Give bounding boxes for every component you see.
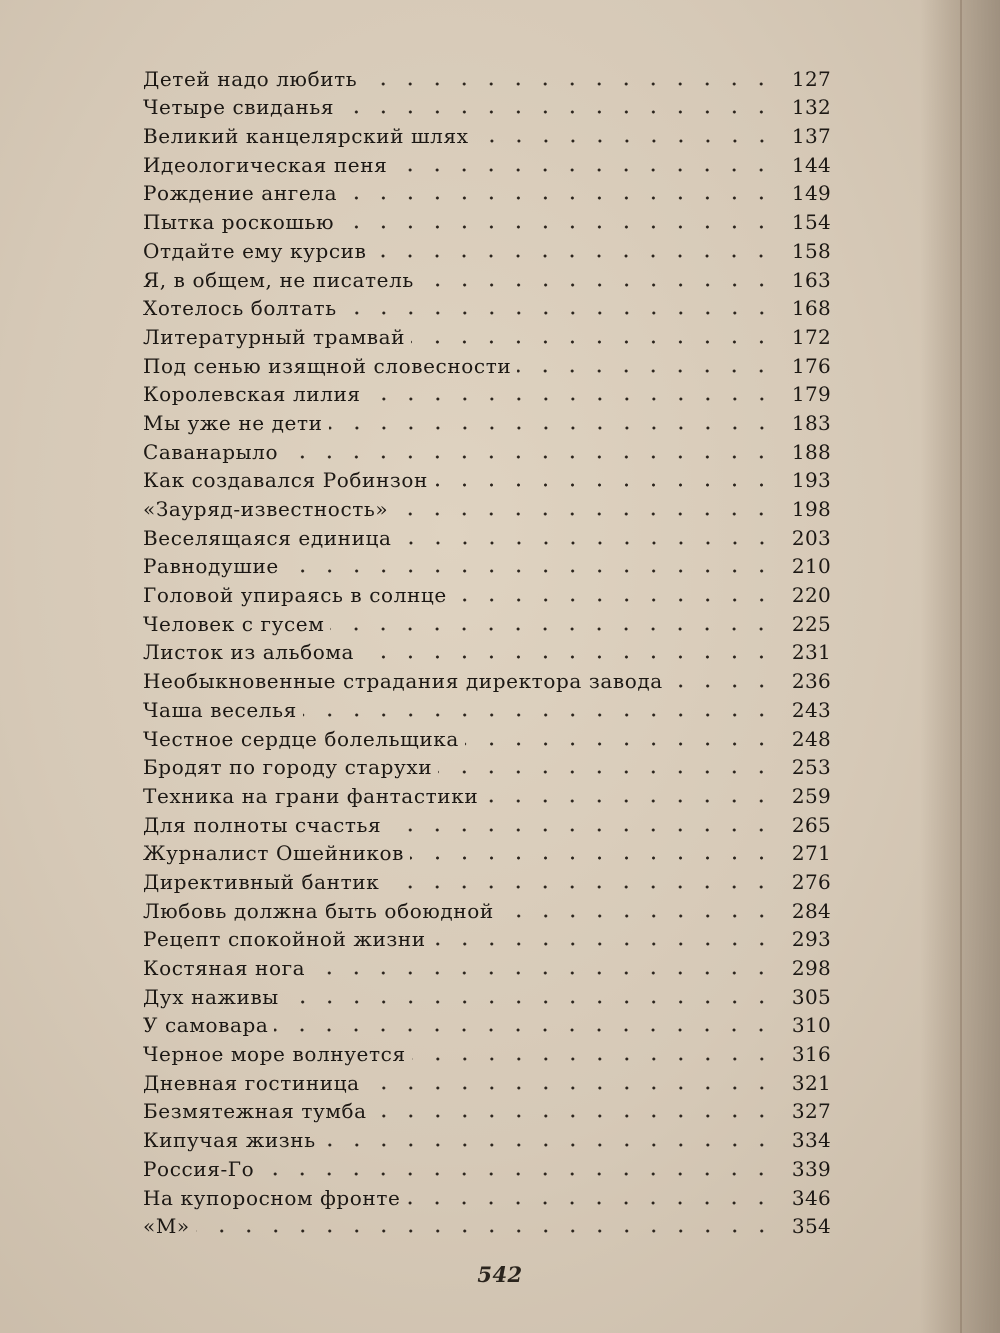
toc-entry-title: Техника на грани фантастики (143, 783, 479, 808)
dot-leader (475, 138, 775, 144)
toc-entry-title: Чаша веселья (143, 697, 297, 722)
toc-entry (143, 91, 831, 120)
toc-entry-title: Я, в общем, не писатель (143, 267, 414, 292)
dot-leader (367, 396, 775, 402)
dot-leader (363, 81, 775, 87)
toc-entry (143, 578, 831, 607)
dot-leader (343, 310, 775, 316)
toc-entry (143, 119, 831, 148)
dot-leader (406, 1200, 775, 1206)
dot-leader (196, 1228, 775, 1234)
toc-entry-page: 149 (791, 181, 831, 206)
toc-entry-title: Веселящаяся единица (143, 525, 392, 550)
toc-entry-page: 220 (791, 583, 831, 608)
dot-leader (366, 1085, 775, 1091)
toc-entry-title: Директивный бантик (143, 869, 380, 894)
toc-entry (143, 62, 831, 91)
toc-entry-page: 298 (791, 956, 831, 980)
toc-entry-title: Для полноты счастья (143, 812, 382, 837)
toc-entry-title: Рождение ангела (143, 181, 338, 206)
toc-entry-title: Детей надо любить (143, 66, 358, 91)
toc-entry-title: Листок из альбома (143, 640, 355, 665)
toc-entry-page: 248 (791, 726, 831, 751)
dot-leader (260, 1171, 775, 1177)
dot-leader (393, 167, 775, 173)
dot-leader (412, 1056, 775, 1062)
toc-entry-page: 259 (791, 783, 831, 808)
dot-leader (394, 511, 775, 517)
toc-entry (143, 320, 831, 349)
toc-entry (143, 550, 831, 579)
dot-leader (343, 195, 775, 201)
toc-entry (143, 435, 831, 464)
dot-leader (303, 712, 775, 718)
toc-entry (143, 636, 831, 665)
toc-entry-title: Дневная гостиница (143, 1070, 360, 1095)
toc-entry-title: Дух наживы (143, 984, 279, 1009)
toc-entry-title: Кипучая жизнь (143, 1128, 316, 1153)
toc-entry-page: 144 (791, 152, 831, 177)
toc-entry-page: 265 (791, 812, 831, 837)
toc-entry (143, 1066, 831, 1095)
dot-leader (484, 798, 775, 804)
toc-entry-page: 163 (791, 267, 831, 292)
toc-entry-title: Мы уже не дети (143, 410, 323, 435)
toc-entry-page: 203 (791, 525, 831, 550)
dot-leader (330, 626, 775, 632)
toc-entry-page: 210 (791, 554, 831, 579)
toc-entry (143, 1210, 831, 1239)
toc-entry (143, 349, 831, 378)
toc-entry-page: 305 (791, 984, 831, 1009)
toc-entry-title: Черное море волнуется (143, 1042, 406, 1067)
dot-leader (465, 741, 775, 747)
dot-leader (329, 425, 775, 431)
toc-entry (143, 464, 831, 493)
toc-entry (143, 1095, 831, 1124)
toc-entry-page: 193 (791, 468, 831, 493)
dot-leader (274, 1027, 775, 1033)
toc-entry (143, 865, 831, 894)
dot-leader (285, 568, 775, 574)
dot-leader (398, 540, 775, 546)
toc-entry-title: Четыре свиданья (143, 95, 335, 120)
dot-leader (340, 109, 775, 115)
toc-entry (143, 837, 831, 866)
toc-entry (143, 779, 831, 808)
toc-entry-title: У самовара (143, 1013, 269, 1038)
toc-entry (143, 292, 831, 321)
toc-entry-page: 158 (791, 238, 831, 263)
toc-entry-page: 327 (791, 1099, 831, 1124)
dot-leader (322, 1142, 775, 1148)
toc-entry-title: Великий канцелярский шлях (143, 124, 469, 149)
toc-entry-title: Под сенью изящной словесности (143, 353, 512, 378)
toc-entry-page: 154 (791, 210, 831, 235)
toc-entry (143, 894, 831, 923)
toc-entry-page: 172 (791, 324, 831, 349)
dot-leader (385, 884, 775, 890)
toc-entry-title: Любовь должна быть обоюдной (143, 898, 494, 923)
toc-entry-title: Королевская лилия (143, 382, 361, 407)
dot-leader (669, 683, 775, 689)
dot-leader (387, 827, 775, 833)
toc-entry-title: Костяная нога (143, 956, 306, 980)
toc-entry-page: 321 (791, 1070, 831, 1095)
toc-entry (143, 980, 831, 1009)
toc-entry-page: 188 (791, 439, 831, 464)
toc-entry-title: Человек с гусем (143, 611, 325, 636)
toc-entry-title: Необыкновенные страдания директора завода (143, 669, 663, 694)
toc-entry (143, 177, 831, 206)
toc-entry (143, 693, 831, 722)
toc-entry-page: 231 (791, 640, 831, 665)
dot-leader (453, 597, 775, 603)
dot-leader (373, 1113, 775, 1119)
toc-entry (143, 1037, 831, 1066)
toc-entry-page: 316 (791, 1042, 831, 1067)
dot-leader (432, 941, 775, 947)
toc-entry-page: 176 (791, 353, 831, 378)
toc-entry-title: Журналист Ошейников (143, 841, 404, 866)
toc-entry-title: Саванарыло (143, 439, 279, 464)
dot-leader (517, 368, 775, 374)
dot-leader (285, 999, 775, 1005)
dot-leader (372, 253, 775, 259)
toc-entry (143, 751, 831, 780)
dot-leader (434, 482, 775, 488)
toc-entry-page: 179 (791, 382, 831, 407)
toc-entry-page: 225 (791, 611, 831, 636)
toc-entry-title: «М» (143, 1214, 190, 1239)
toc-entry (143, 378, 831, 407)
toc-entry-page: 354 (791, 1214, 831, 1239)
toc-entry-title: Идеологическая пеня (143, 152, 388, 177)
table-of-contents (143, 62, 831, 1238)
toc-entry-page: 310 (791, 1013, 831, 1038)
dot-leader (410, 855, 775, 861)
toc-entry-page: 183 (791, 410, 831, 435)
toc-entry (143, 1123, 831, 1152)
toc-entry-page: 276 (791, 869, 831, 894)
toc-entry-page: 271 (791, 841, 831, 866)
toc-entry-title: На купоросном фронте (143, 1185, 401, 1210)
toc-entry-title: Отдайте ему курсив (143, 238, 367, 263)
toc-entry-title: Головой упираясь в солнце (143, 583, 447, 608)
dot-leader (411, 339, 775, 345)
toc-entry-page: 243 (791, 697, 831, 722)
toc-entry-page: 168 (791, 296, 831, 321)
toc-entry-page: 346 (791, 1185, 831, 1210)
dot-leader (438, 769, 775, 775)
toc-entry (143, 234, 831, 263)
dot-leader (311, 970, 775, 976)
toc-entry-title: Рецепт спокойной жизни (143, 927, 426, 952)
toc-entry-title: Безмятежная тумба (143, 1099, 367, 1124)
dot-leader (284, 454, 775, 460)
toc-entry (143, 148, 831, 177)
toc-entry (143, 951, 831, 980)
toc-entry-page: 236 (791, 669, 831, 694)
dot-leader (500, 913, 775, 919)
dot-leader (420, 282, 775, 288)
toc-entry (143, 521, 831, 550)
toc-entry-title: Бродят по городу старухи (143, 755, 433, 780)
toc-entry (143, 722, 831, 751)
toc-entry (143, 1009, 831, 1038)
toc-entry-page: 253 (791, 755, 831, 780)
toc-entry (143, 808, 831, 837)
dot-leader (360, 654, 775, 660)
toc-entry (143, 1181, 831, 1210)
toc-entry-title: Россия-Го (143, 1156, 255, 1181)
toc-entry (143, 923, 831, 952)
toc-entry (143, 607, 831, 636)
page-edge (960, 0, 962, 1333)
toc-entry-title: Пытка роскошью (143, 210, 335, 235)
toc-entry-title: Литературный трамвай (143, 324, 406, 349)
toc-entry-page: 334 (791, 1128, 831, 1153)
toc-entry (143, 664, 831, 693)
toc-entry-page: 293 (791, 927, 831, 952)
toc-entry-page: 127 (791, 66, 831, 91)
page-number: 542 (477, 1262, 523, 1287)
dot-leader (340, 224, 775, 230)
toc-entry-page: 137 (791, 124, 831, 149)
toc-entry-page: 339 (791, 1156, 831, 1181)
toc-entry-title: Равнодушие (143, 554, 279, 579)
toc-entry-title: Как создавался Робинзон (143, 468, 428, 493)
toc-entry-title: Хотелось болтать (143, 296, 337, 321)
toc-entry (143, 492, 831, 521)
toc-entry (143, 406, 831, 435)
toc-entry-title: Честное сердце болельщика (143, 726, 459, 751)
toc-entry-page: 198 (791, 497, 831, 521)
toc-entry (143, 1152, 831, 1181)
toc-entry-page: 284 (791, 898, 831, 923)
toc-entry-title: «Зауряд-известность» (143, 497, 389, 521)
toc-entry (143, 263, 831, 292)
toc-entry (143, 205, 831, 234)
toc-entry-page: 132 (791, 95, 831, 120)
